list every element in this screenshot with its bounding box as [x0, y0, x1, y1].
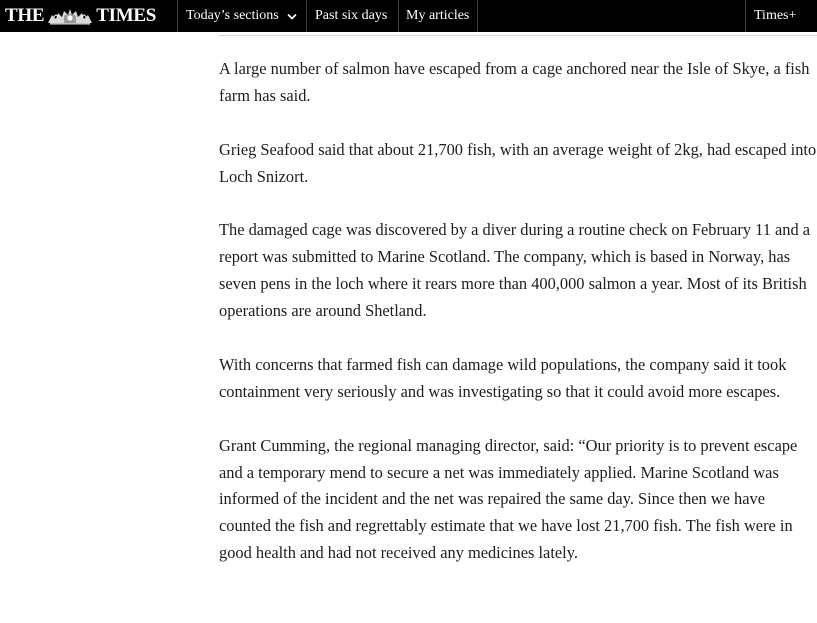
article-paragraph: The damaged cage was discovered by a diver during a routine check on February 11 and a report was submitted to Marine Scotland. The company, which is based in Norway, has seven pens in the loch where it rears more than 400,000 salmon a year. Most of its British operations are around Shetland. — [219, 220, 811, 321]
logo-text-times: TIMES — [96, 5, 156, 26]
nav-todays-sections[interactable] — [186, 0, 297, 32]
article-paragraph: Grieg Seafood said that about 21,700 fish, with an average weight of 2kg, had escaped into Loch Snizort. — [219, 139, 817, 186]
chevron-down-icon — [287, 13, 297, 20]
nav-divider — [306, 0, 307, 32]
logo-text-the: THE — [5, 5, 45, 26]
nav-todays-sections-label: Today’s sections — [186, 8, 279, 23]
royal-crest-icon — [46, 7, 94, 25]
nav-my-articles[interactable] — [406, 0, 469, 32]
nav-divider — [477, 0, 478, 32]
article-paragraph: A large number of salmon have escaped from a cage anchored near the Isle of Skye, a fish farm has said. — [219, 59, 810, 105]
nav-times-plus[interactable] — [754, 0, 796, 32]
nav-divider — [177, 0, 178, 32]
nav-past-six-days[interactable] — [315, 0, 387, 32]
nav-my-articles-label: My articles — [406, 8, 470, 23]
article-body — [219, 56, 817, 594]
nav-past-six-days-label: Past six days — [315, 8, 388, 23]
article-paragraph: With concerns that farmed fish can damage wild populations, the company said it took containment very seriously and was investigating so that it could avoid more escapes. — [219, 354, 787, 401]
article-top-divider — [219, 35, 817, 36]
times-logo[interactable] — [5, 0, 156, 32]
nav-divider — [398, 0, 399, 32]
nav-times-plus-label: Times+ — [754, 8, 797, 23]
top-navigation-bar — [0, 0, 817, 32]
nav-divider — [745, 0, 746, 32]
article-paragraph: Grant Cumming, the regional managing director, said: “Our priority is to prevent escape and a temporary mend to secure a net was immediately applied. Marine Scotland was informed of the incident and the net was repaired the same day. Since then we have counted the fish and regrettably estimate that we have lost 21,700 fish. The fish were in good health and had not received any medicines lately. — [219, 435, 798, 563]
